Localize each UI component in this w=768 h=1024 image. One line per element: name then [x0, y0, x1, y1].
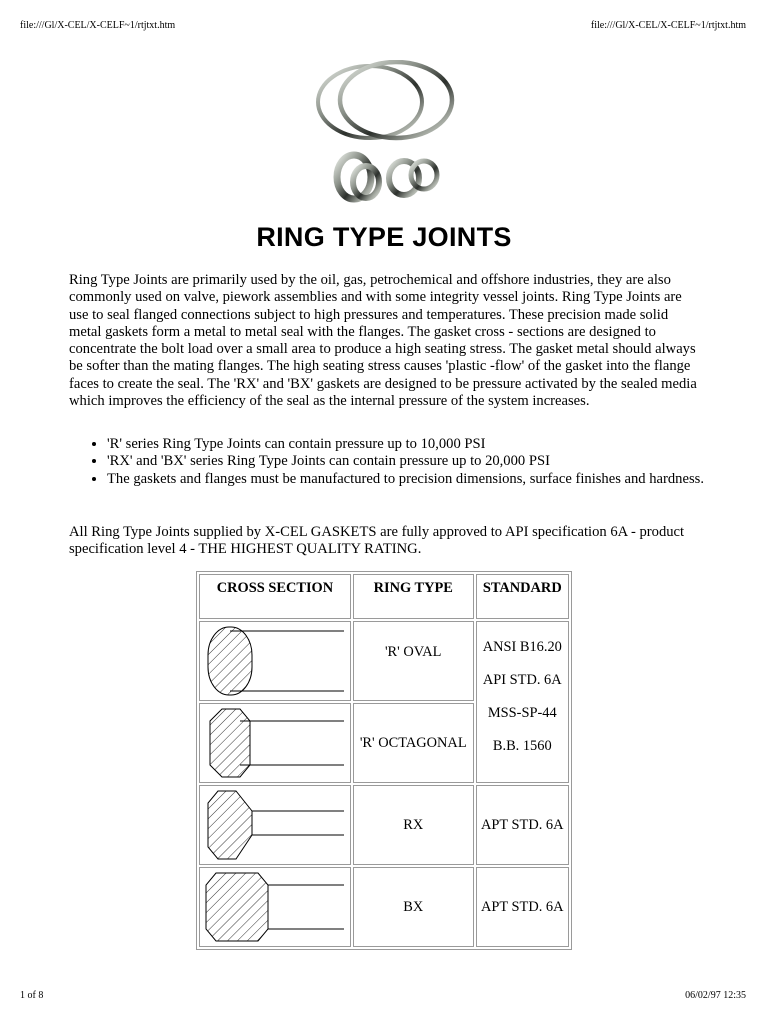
- table-row: [199, 867, 569, 947]
- standard-api: API STD. 6A: [482, 672, 562, 688]
- list-item: • 'R' series Ring Type Joints can contain pressure up to 10,000 PSI: [107, 436, 737, 453]
- ring-type-label: 'R' OVAL: [384, 643, 442, 660]
- cross-section-rx-cell: [199, 785, 351, 865]
- table-row: [199, 785, 569, 865]
- standard-mss: MSS-SP-44: [487, 705, 557, 721]
- cross-section-octagonal-cell: [199, 703, 351, 783]
- ring-type-label: RX: [403, 816, 424, 833]
- list-item: • The gaskets and flanges must be manufactured to precision dimensions, surface finishes and hardness.: [107, 471, 737, 488]
- pressure-bullet-list: [69, 436, 737, 488]
- table-row: [199, 621, 569, 701]
- footer-page-number: 1 of 8: [20, 990, 44, 1001]
- cross-section-oval-cell: [199, 621, 351, 701]
- cross-section-bx-cell: [199, 867, 351, 947]
- list-item: • 'RX' and 'BX' series Ring Type Joints can contain pressure up to 20,000 PSI: [107, 453, 737, 470]
- approval-paragraph: All Ring Type Joints supplied by X-CEL GASKETS are fully approved to API specification 6A - product specification level 4 - THE HIGHEST QUALITY RATING.: [69, 524, 685, 558]
- octagonal-cross-section-icon: [200, 705, 348, 781]
- intro-paragraph: Ring Type Joints are primarily used by the oil, gas, petrochemical and offshore industries, they are also commonly used on valve, piework assemblies and with some integrity vessel joints. Ring Type Joints are use to seal flanged connections subject to high pressures and temperatures. These precision made solid metal gaskets form a metal to metal seal with the flanges. The gasket cross - sections are designed to concentrate the bolt load over a small area to produce a high seating stress. The gasket metal should always be softer than the mating flanges. The high seating stress causes 'plastic -flow' of the gasket into the flange faces to create the seal. The 'RX' and 'BX' gaskets are designed to be pressure activated by the sealed media which improves the efficiency of the seal as the internal pressure of the system increases.: [69, 272, 697, 410]
- standard-bx-cell: [476, 867, 569, 947]
- standard-bx: APT STD. 6A: [481, 898, 564, 915]
- header-standard: STANDARD: [476, 574, 569, 619]
- standard-ansi: ANSI B16.20: [482, 639, 562, 655]
- rx-cross-section-icon: [200, 787, 348, 863]
- bx-cross-section-icon: [200, 869, 348, 945]
- ring-type-rx: [353, 785, 474, 865]
- page-title: RING TYPE JOINTS: [256, 222, 512, 252]
- standard-bb: B.B. 1560: [492, 738, 552, 754]
- header-url-right: file:///Gl/X-CEL/X-CELF~1/rtjtxt.htm: [590, 20, 746, 31]
- footer-datetime: 06/02/97 12:35: [685, 990, 746, 1001]
- oval-cross-section-icon: [200, 623, 348, 699]
- ring-type-bx: [353, 867, 474, 947]
- standard-r-series-cell: [476, 621, 569, 783]
- standard-rx: APT STD. 6A: [481, 816, 564, 833]
- table-header-row: [199, 574, 569, 619]
- ring-type-table: [196, 571, 572, 950]
- header-cross-section: CROSS SECTION: [199, 574, 351, 619]
- ring-joints-photo: [300, 60, 470, 210]
- header-url-left: file:///Gl/X-CEL/X-CELF~1/rtjtxt.htm: [20, 20, 176, 31]
- ring-type-label: BX: [403, 898, 424, 915]
- standard-rx-cell: [476, 785, 569, 865]
- header-ring-type: RING TYPE: [353, 574, 474, 619]
- ring-type-octagonal: [353, 703, 474, 783]
- ring-type-oval: [353, 621, 474, 701]
- ring-type-label: 'R' OCTAGONAL: [359, 734, 467, 751]
